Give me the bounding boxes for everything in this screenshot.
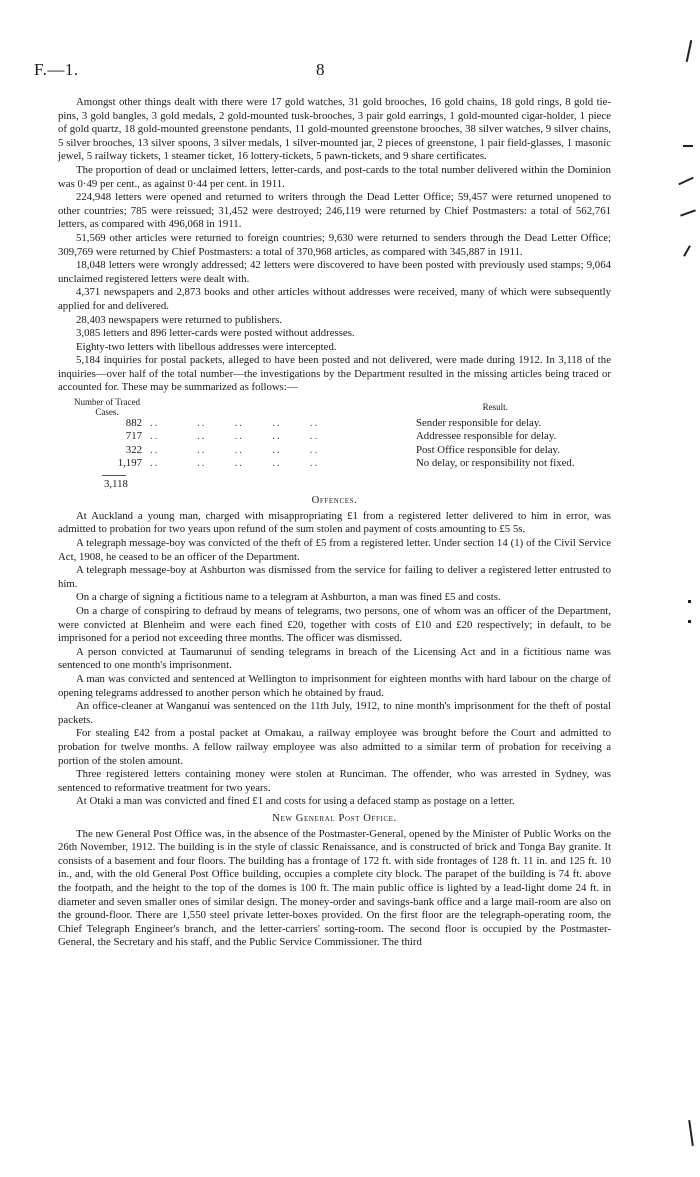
leader-dots: .. .. .. .. .. — [150, 417, 320, 430]
leader-dots: .. .. .. .. .. — [150, 443, 320, 456]
paragraph: The proportion of dead or unclaimed letters, letter-cards, and post-cards to the total number delivered within the Dominion was 0·49 per cent., as against 0·44 per cent. in 1911. — [58, 163, 611, 190]
offence-paragraph: A person convicted at Taumarunui of sending telegrams in breach of the Licensing Act and in a fictitious name was sentenced to one month's imprisonment. — [58, 645, 611, 672]
col-result-header: Result. — [482, 402, 508, 413]
traced-cases-table — [68, 397, 579, 471]
paragraph: 4,371 newspapers and 2,873 books and other articles without addresses were received, many of which were subsequently applied for and delivered. — [58, 286, 611, 312]
case-result: Addressee responsible for delay. — [416, 430, 557, 443]
scan-mark — [688, 600, 691, 603]
offence-paragraph: A telegraph message-boy was convicted of the theft of £5 from a registered letter. Under section 14 (1) of the Civil Service Act, 1908, he ceased to be an officer of the Department. — [58, 537, 611, 563]
case-number: 1,197 — [117, 457, 142, 470]
col-number-header: Number of Traced Cases. — [74, 397, 140, 418]
scan-mark — [683, 245, 691, 256]
offence-paragraph: A telegraph message-boy at Ashburton was dismissed from the service for failing to deliver a registered letter entrusted to him. — [58, 564, 611, 590]
scan-mark — [688, 620, 691, 623]
case-number: 717 — [125, 430, 142, 443]
paragraph: 5,184 inquiries for postal packets, alleged to have been posted and not delivered, were made during 1912. In 3,118 of the inquiries—over half of the total number—the investigations by the Department resulted in the missing articles being traced or accounted for. These may be summarized as follows:— — [58, 354, 611, 394]
table-row — [68, 430, 579, 443]
case-number: 882 — [125, 417, 142, 430]
table-header-row — [68, 397, 579, 417]
scan-mark — [688, 1120, 694, 1146]
offence-paragraph: On a charge of signing a fictitious name to a telegram at Ashburton, a man was fined £5 and costs. — [76, 591, 501, 604]
leader-dots: .. .. .. .. .. — [150, 430, 320, 443]
page-number: 8 — [316, 60, 325, 79]
case-result: Post Office responsible for delay. — [416, 443, 560, 456]
table-row — [68, 444, 579, 457]
paragraph: 3,085 letters and 896 letter-cards were posted without addresses. — [76, 327, 355, 340]
page-body — [58, 96, 611, 950]
leader-dots: .. .. .. .. .. — [150, 457, 320, 470]
cases-total: 3,118 — [104, 477, 128, 490]
gpo-paragraph: The new General Post Office was, in the absence of the Postmaster-General, opened by the Minister of Public Works on the 26th November, 1912. The building is in the style of classic Renaissance, and is constructed of brick and Tonga Bay granite. It consists of a basement and four floors. The building has a frontage of 172 ft. with side frontages of 128 ft. 11 in. and 125 ft. 10 in., and, with the old General Post Office building, occupies a complete city block. The parapet of the building is 74 ft. above the footpath, and the height to the top of the domes is 100 ft. The main public office is lighted by a lead-light dome 24 ft. in diameter and seven smaller ones of similar design. The money-order and savings-bank office and a large mail-room are also on the ground-floor. There are 1,550 steel private letter-boxes provided. On the first floor are the telegraph-operating room, the Chief Telegraph Engineer's branch, and the letter-carriers' sorting-room. The second floor is occupied by the Postmaster-General, the Secretary and his staff, and the Public Service Commissioner. The third — [58, 827, 611, 949]
gpo-heading: New General Post Office. — [272, 812, 397, 824]
paragraph: Eighty-two letters with libellous addresses were intercepted. — [76, 340, 337, 353]
offence-paragraph: At Auckland a young man, charged with misappropriating £1 from a registered letter delivered to him in error, was admitted to probation for two years upon refund of the sum stolen and payment of costs amounting to £5 5s. — [58, 509, 611, 536]
offence-paragraph: Three registered letters containing money were stolen at Runciman. The offender, who was arrested in Sydney, was sentenced to reformative treatment for two years. — [58, 768, 611, 794]
paragraph: 224,948 letters were opened and returned to writers through the Dead Letter Office; 59,457 were returned unopened to other countries; 785 were reissued; 31,452 were destroyed; 246,119 were returned by Chief Postmasters: a total of 562,761 letters, as compared with 496,068 in 1911. — [58, 191, 611, 231]
paragraph: 18,048 letters were wrongly addressed; 42 letters were discovered to have been posted with previously used stamps; 9,064 unclaimed registered letters were dealt with. — [58, 259, 611, 285]
paragraph: 28,403 newspapers were returned to publishers. — [76, 313, 282, 326]
case-result: Sender responsible for delay. — [416, 417, 542, 430]
offence-paragraph: An office-cleaner at Wanganui was sentenced on the 11th July, 1912, to nine month's imprisonment for the theft of postal packets. — [58, 700, 611, 726]
case-result: No delay, or responsibility not fixed. — [416, 457, 575, 470]
paragraph: Amongst other things dealt with there were 17 gold watches, 31 gold brooches, 16 gold chains, 18 gold rings, 8 gold tie-pins, 3 gold bangles, 3 gold medals, 2 gold-mounted tusk-brooches, 3 pair gold earrings, 1 gold-mounted cigar-holder, 1 piece of gold quartz, 18 gold-mounted greenstone pendants, 11 gold-mounted greenstone brooches, 38 silver watches, 9 silver chains, 5 silver brooches, 13 silver spoons, 3 silver medals, 1 silver-mounted jar, 2 pieces of greenstone, 1 pair field-glasses, 1 masonic jewel, 5 railway tickets, 1 steamer ticket, 16 lottery-tickets, 5 pawn-tickets, and 9 share certificates. — [58, 96, 611, 163]
scan-mark — [683, 145, 693, 147]
page-ref: F.—1. — [34, 60, 79, 79]
offence-paragraph: At Otaki a man was convicted and fined £1 and costs for using a defaced stamp as postage on a letter. — [76, 795, 515, 808]
table-row — [68, 417, 579, 430]
scan-mark — [678, 177, 693, 186]
offence-paragraph: On a charge of conspiring to defraud by means of telegrams, two persons, one of whom was an officer of the Department, were convicted at Blenheim and were each fined £20, together with costs of £10 and £20 respectively; in default, to be imprisoned for a period not exceeding three months. The officer was dismissed. — [58, 605, 611, 645]
table-row — [68, 457, 579, 470]
scan-mark — [680, 209, 696, 216]
case-number: 322 — [125, 443, 142, 456]
total-rule — [102, 475, 126, 476]
scan-mark — [686, 40, 693, 62]
offence-paragraph: For stealing £42 from a postal packet at Omakau, a railway employee was brought before the Court and admitted to probation for twelve months. A fellow railway employee was also admitted to a similar term of probation for receiving a portion of the stolen amount. — [58, 727, 611, 767]
paragraph: 51,569 other articles were returned to foreign countries; 9,630 were returned to senders through the Dead Letter Office; 309,769 were returned by Chief Postmasters: a total of 370,968 articles, as compared with 345,887 in 1911. — [58, 231, 611, 258]
offences-heading: Offences. — [311, 495, 358, 507]
offence-paragraph: A man was convicted and sentenced at Wellington to imprisonment for eighteen months with hard labour on the charge of opening telegrams addressed to another person which he obtained by fraud. — [58, 673, 611, 699]
